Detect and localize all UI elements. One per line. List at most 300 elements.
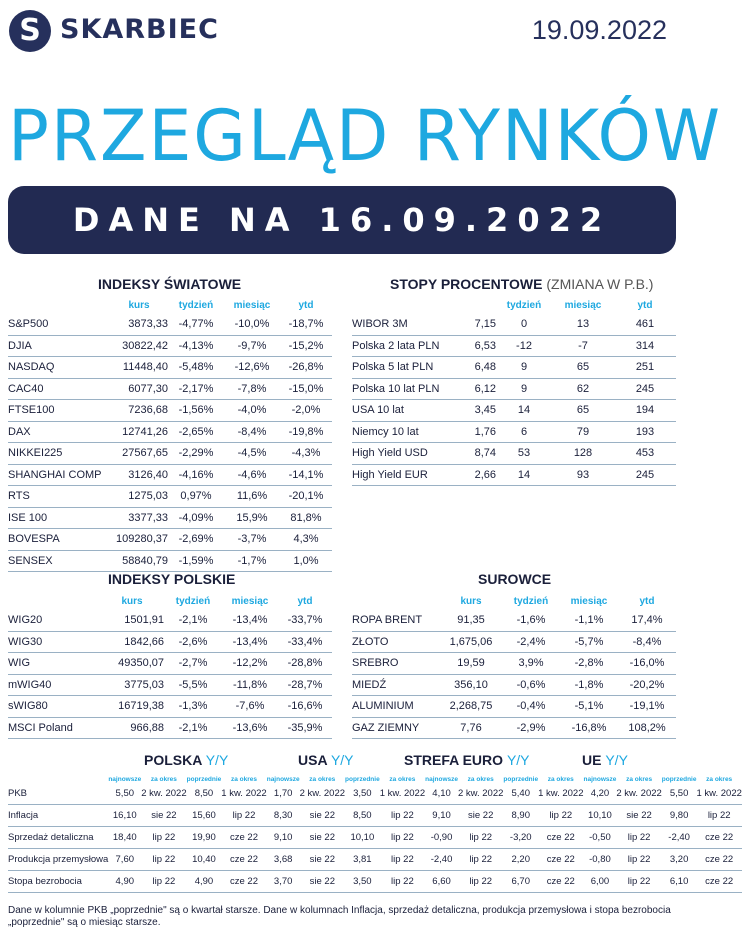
region-name: STREFA EURO <box>404 752 504 768</box>
macro-cell: -3,20 <box>503 827 538 849</box>
col-header-kurs: kurs <box>460 595 482 607</box>
table-row <box>8 674 332 696</box>
cell-ytd: 17,4% <box>618 610 676 631</box>
macro-cell: 9,80 <box>662 805 697 827</box>
cell-miesiac: 128 <box>552 443 614 465</box>
commodity-name: SREBRO <box>352 653 440 675</box>
macro-cell: 1 kw. 2022 <box>221 783 266 805</box>
index-name: NIKKEI225 <box>8 443 110 465</box>
macro-header-row <box>8 770 742 783</box>
macro-table <box>8 770 742 893</box>
macro-cell: lip 22 <box>380 827 425 849</box>
cell-kurs: 966,88 <box>100 717 164 739</box>
cell-ytd: -33,4% <box>278 631 332 653</box>
cell-tydzien: -4,77% <box>168 314 224 335</box>
rate-name: USA 10 lat <box>352 400 460 422</box>
cell-tydzien: -2,1% <box>164 610 222 631</box>
table-row <box>352 610 676 631</box>
macro-cell: 1 kw. 2022 <box>380 783 425 805</box>
macro-cell: 10,40 <box>187 849 222 871</box>
table-row <box>352 378 676 400</box>
cell-ytd: -33,7% <box>278 610 332 631</box>
interest-rates-subtitle: (ZMIANA W P.B.) <box>546 276 654 292</box>
macro-cell: 4,10 <box>425 783 458 805</box>
macro-cell: lip 22 <box>616 827 661 849</box>
cell-kurs: 3126,40 <box>110 464 168 486</box>
macro-cell: lip 22 <box>458 849 503 871</box>
cell-miesiac: 15,9% <box>224 507 280 529</box>
cell-tydzien: -2,7% <box>164 653 222 675</box>
cell-tydzien: 14 <box>496 400 552 422</box>
table-header-row <box>8 296 332 314</box>
cell-kurs: 12741,26 <box>110 421 168 443</box>
cell-ytd: -4,3% <box>280 443 332 465</box>
table-header-row <box>8 592 332 610</box>
macro-cell: 16,10 <box>108 805 141 827</box>
cell-tydzien: -1,6% <box>502 610 560 631</box>
cell-tydzien: 9 <box>496 378 552 400</box>
cell-tydzien: 6 <box>496 421 552 443</box>
region-name: POLSKA <box>144 752 202 768</box>
commodity-name: ROPA BRENT <box>352 610 440 631</box>
cell-ytd: 461 <box>614 314 676 335</box>
cell-kurs: 7,76 <box>440 717 502 739</box>
cell-kurs: 1842,66 <box>100 631 164 653</box>
world-indices-title: INDEKSY ŚWIATOWE <box>98 276 242 292</box>
index-name: ISE 100 <box>8 507 110 529</box>
cell-ytd: 194 <box>614 400 676 422</box>
cell-miesiac: -4,0% <box>224 400 280 422</box>
cell-miesiac: -11,8% <box>222 674 278 696</box>
macro-cell: lip 22 <box>696 805 741 827</box>
macro-cell: lip 22 <box>458 871 503 893</box>
cell-tydzien: -5,48% <box>168 357 224 379</box>
cell-kurs: 30822,42 <box>110 335 168 357</box>
macro-cell: 4,90 <box>187 871 222 893</box>
cell-ytd: 453 <box>614 443 676 465</box>
cell-miesiac: -7,8% <box>224 378 280 400</box>
table-row <box>352 653 676 675</box>
macro-cell: 4,90 <box>108 871 141 893</box>
rate-name: Niemcy 10 lat <box>352 421 460 443</box>
cell-tydzien: -12 <box>496 335 552 357</box>
index-name: S&P500 <box>8 314 110 335</box>
macro-cell: 2,20 <box>503 849 538 871</box>
macro-row <box>8 805 742 827</box>
col-header-miesiac: miesiąc <box>564 299 602 311</box>
region-title-strefa-euro <box>404 752 530 768</box>
cell-tydzien: 0,97% <box>168 486 224 508</box>
cell-miesiac: -1,7% <box>224 550 280 572</box>
macro-cell: -2,40 <box>662 827 697 849</box>
cell-kurs: 3377,33 <box>110 507 168 529</box>
macro-cell: 5,50 <box>108 783 141 805</box>
rate-name: High Yield EUR <box>352 464 460 486</box>
cell-tydzien: -1,56% <box>168 400 224 422</box>
cell-value: 6,12 <box>460 378 496 400</box>
table-row <box>8 400 332 422</box>
col-header-tydzien: tydzień <box>513 595 549 607</box>
table-row <box>8 464 332 486</box>
cell-miesiac: -12,2% <box>222 653 278 675</box>
region-title-ue <box>582 752 628 768</box>
table-row <box>8 610 332 631</box>
col-header-kurs: kurs <box>121 595 143 607</box>
cell-miesiac: -5,1% <box>560 696 618 718</box>
cell-kurs: 1275,03 <box>110 486 168 508</box>
macro-cell: cze 22 <box>696 849 741 871</box>
cell-tydzien: -2,6% <box>164 631 222 653</box>
cell-ytd: -28,8% <box>278 653 332 675</box>
macro-col-header: poprzednie <box>186 776 222 783</box>
macro-cell: 4,20 <box>584 783 617 805</box>
cell-kurs: 49350,07 <box>100 653 164 675</box>
cell-kurs: 356,10 <box>440 674 502 696</box>
macro-cell: 15,60 <box>187 805 222 827</box>
cell-ytd: 245 <box>614 378 676 400</box>
macro-cell: cze 22 <box>221 871 266 893</box>
macro-cell: 18,40 <box>108 827 141 849</box>
table-row <box>8 357 332 379</box>
cell-tydzien: -0,6% <box>502 674 560 696</box>
table-row <box>8 443 332 465</box>
table-header-row <box>352 592 676 610</box>
index-name: BOVESPA <box>8 529 110 551</box>
cell-miesiac: 65 <box>552 400 614 422</box>
cell-tydzien: -4,16% <box>168 464 224 486</box>
table-row <box>8 550 332 572</box>
cell-tydzien: -2,4% <box>502 631 560 653</box>
macro-cell: cze 22 <box>538 871 583 893</box>
region-name: UE <box>582 752 602 768</box>
index-name: WIG30 <box>8 631 100 653</box>
cell-tydzien: -2,9% <box>502 717 560 739</box>
region-title-usa <box>298 752 354 768</box>
interest-rates-title <box>390 276 653 292</box>
macro-cell: 8,50 <box>187 783 222 805</box>
table-row <box>8 421 332 443</box>
cell-ytd: 4,3% <box>280 529 332 551</box>
macro-row-label: Produkcja przemysłowa <box>8 849 108 871</box>
table-row <box>8 335 332 357</box>
cell-ytd: -8,4% <box>618 631 676 653</box>
table-row <box>8 314 332 335</box>
cell-kurs: 27567,65 <box>110 443 168 465</box>
cell-tydzien: -1,59% <box>168 550 224 572</box>
cell-tydzien: 53 <box>496 443 552 465</box>
index-name: mWIG40 <box>8 674 100 696</box>
macro-row-label: PKB <box>8 783 108 805</box>
cell-ytd: -26,8% <box>280 357 332 379</box>
interest-rates-table <box>352 296 676 486</box>
macro-cell: 3,20 <box>662 849 697 871</box>
macro-cell: 5,50 <box>662 783 697 805</box>
cell-value: 6,48 <box>460 357 496 379</box>
cell-value: 3,45 <box>460 400 496 422</box>
region-suffix: Y/Y <box>205 752 229 768</box>
macro-cell: 3,68 <box>267 849 300 871</box>
brand-name: SKARBIEC <box>60 14 219 45</box>
macro-cell: 3,50 <box>345 871 380 893</box>
col-header-tydzien: tydzień <box>506 299 542 311</box>
cell-tydzien: 3,9% <box>502 653 560 675</box>
table-row <box>8 631 332 653</box>
commodity-name: ZŁOTO <box>352 631 440 653</box>
macro-cell: cze 22 <box>696 827 741 849</box>
cell-tydzien: -4,09% <box>168 507 224 529</box>
macro-cell: 8,90 <box>503 805 538 827</box>
macro-col-header: za okres <box>547 776 574 783</box>
cell-tydzien: -2,1% <box>164 717 222 739</box>
cell-kurs: 1501,91 <box>100 610 164 631</box>
index-name: DAX <box>8 421 110 443</box>
macro-cell: 9,10 <box>425 805 458 827</box>
index-name: WIG20 <box>8 610 100 631</box>
macro-cell: 19,90 <box>187 827 222 849</box>
macro-cell: lip 22 <box>380 849 425 871</box>
macro-col-header: najnowsze <box>425 776 458 783</box>
index-name: MSCI Poland <box>8 717 100 739</box>
macro-cell: 8,50 <box>345 805 380 827</box>
macro-cell: -2,40 <box>425 849 458 871</box>
macro-cell: lip 22 <box>380 805 425 827</box>
cell-tydzien: -2,17% <box>168 378 224 400</box>
macro-cell: 6,70 <box>503 871 538 893</box>
col-header-miesiac: miesiąc <box>233 299 271 311</box>
cell-ytd: 251 <box>614 357 676 379</box>
cell-tydzien: -4,13% <box>168 335 224 357</box>
page-title: PRZEGLĄD RYNKÓW <box>8 95 722 177</box>
cell-miesiac: -10,0% <box>224 314 280 335</box>
macro-cell: sie 22 <box>141 805 186 827</box>
col-header-miesiac: miesiąc <box>231 595 269 607</box>
index-name: FTSE100 <box>8 400 110 422</box>
cell-miesiac: -8,4% <box>224 421 280 443</box>
table-header-row <box>352 296 676 314</box>
cell-ytd: -16,6% <box>278 696 332 718</box>
cell-ytd: 245 <box>614 464 676 486</box>
cell-ytd: -2,0% <box>280 400 332 422</box>
cell-ytd: -15,2% <box>280 335 332 357</box>
rate-name: WIBOR 3M <box>352 314 460 335</box>
cell-tydzien: -2,65% <box>168 421 224 443</box>
macro-col-header: za okres <box>706 776 733 783</box>
index-name: RTS <box>8 486 110 508</box>
cell-miesiac: -1,1% <box>560 610 618 631</box>
table-row <box>352 314 676 335</box>
macro-cell: 2 kw. 2022 <box>616 783 661 805</box>
macro-row-label: Stopa bezrobocia <box>8 871 108 893</box>
commodity-name: GAZ ZIEMNY <box>352 717 440 739</box>
macro-cell: sie 22 <box>616 805 661 827</box>
region-suffix: Y/Y <box>506 752 530 768</box>
cell-miesiac: 79 <box>552 421 614 443</box>
macro-cell: 10,10 <box>584 805 617 827</box>
cell-miesiac: 13 <box>552 314 614 335</box>
cell-value: 8,74 <box>460 443 496 465</box>
macro-cell: lip 22 <box>141 827 186 849</box>
index-name: NASDAQ <box>8 357 110 379</box>
macro-cell: 1 kw. 2022 <box>538 783 583 805</box>
macro-cell: 1,70 <box>267 783 300 805</box>
cell-value: 7,15 <box>460 314 496 335</box>
cell-kurs: 3873,33 <box>110 314 168 335</box>
data-date-banner: DANE NA 16.09.2022 <box>8 186 676 254</box>
rate-name: High Yield USD <box>352 443 460 465</box>
macro-cell: sie 22 <box>300 805 345 827</box>
cell-miesiac: -3,7% <box>224 529 280 551</box>
cell-ytd: 314 <box>614 335 676 357</box>
cell-ytd: -14,1% <box>280 464 332 486</box>
macro-cell: cze 22 <box>538 849 583 871</box>
cell-miesiac: -12,6% <box>224 357 280 379</box>
cell-ytd: -16,0% <box>618 653 676 675</box>
table-row <box>8 696 332 718</box>
cell-miesiac: -4,6% <box>224 464 280 486</box>
macro-cell: 8,30 <box>267 805 300 827</box>
macro-cell: cze 22 <box>221 827 266 849</box>
macro-cell: lip 22 <box>221 805 266 827</box>
macro-row-label: Inflacja <box>8 805 108 827</box>
table-row <box>352 674 676 696</box>
macro-col-header: najnowsze <box>583 776 617 783</box>
macro-cell: 2 kw. 2022 <box>458 783 503 805</box>
macro-col-header: za okres <box>389 776 416 783</box>
cell-ytd: 193 <box>614 421 676 443</box>
cell-tydzien: -0,4% <box>502 696 560 718</box>
macro-cell: lip 22 <box>538 805 583 827</box>
macro-cell: 2 kw. 2022 <box>141 783 186 805</box>
macro-cell: sie 22 <box>300 871 345 893</box>
table-row <box>352 717 676 739</box>
table-row <box>352 464 676 486</box>
cell-miesiac: 65 <box>552 357 614 379</box>
cell-kurs: 1,675,06 <box>440 631 502 653</box>
macro-cell: 5,40 <box>503 783 538 805</box>
macro-cell: cze 22 <box>696 871 741 893</box>
cell-ytd: -15,0% <box>280 378 332 400</box>
macro-col-header: poprzednie <box>661 776 697 783</box>
cell-ytd: -20,1% <box>280 486 332 508</box>
col-header-tydzien: tydzień <box>175 595 211 607</box>
macro-cell: 2 kw. 2022 <box>300 783 345 805</box>
macro-row <box>8 871 742 893</box>
table-row <box>352 631 676 653</box>
macro-cell: 1 kw. 2022 <box>696 783 741 805</box>
region-title-polska <box>144 752 228 768</box>
macro-cell: 7,60 <box>108 849 141 871</box>
cell-ytd: 108,2% <box>618 717 676 739</box>
col-header-ytd: ytd <box>639 595 655 607</box>
cell-ytd: -20,2% <box>618 674 676 696</box>
cell-miesiac: -13,4% <box>222 610 278 631</box>
macro-cell: 9,10 <box>267 827 300 849</box>
macro-cell: 3,50 <box>345 783 380 805</box>
region-suffix: Y/Y <box>605 752 628 768</box>
macro-col-header: za okres <box>467 776 494 783</box>
footnote: Dane w kolumnie PKB „poprzednie" są o kwartał starsze. Dane w kolumnach Inflacja, sprzedaż detaliczna, produkcja przemysłowa i stopa bezrobocia „poprzednie" są o miesiąc starsze. <box>8 905 671 928</box>
cell-kurs: 91,35 <box>440 610 502 631</box>
cell-miesiac: 11,6% <box>224 486 280 508</box>
macro-col-header: za okres <box>626 776 653 783</box>
macro-row <box>8 783 742 805</box>
macro-cell: lip 22 <box>616 871 661 893</box>
cell-value: 6,53 <box>460 335 496 357</box>
macro-col-header: najnowsze <box>266 776 300 783</box>
rate-name: Polska 5 lat PLN <box>352 357 460 379</box>
cell-miesiac: -13,6% <box>222 717 278 739</box>
macro-col-header: za okres <box>150 776 177 783</box>
macro-col-header: poprzednie <box>345 776 380 783</box>
cell-miesiac: 93 <box>552 464 614 486</box>
commodity-name: MIEDŹ <box>352 674 440 696</box>
macro-cell: lip 22 <box>458 827 503 849</box>
col-header-ytd: ytd <box>297 595 313 607</box>
cell-tydzien: 9 <box>496 357 552 379</box>
table-row <box>8 507 332 529</box>
cell-ytd: -28,7% <box>278 674 332 696</box>
cell-tydzien: 0 <box>496 314 552 335</box>
macro-cell: lip 22 <box>141 849 186 871</box>
cell-miesiac: -9,7% <box>224 335 280 357</box>
cell-ytd: -19,8% <box>280 421 332 443</box>
interest-rates-title-main: STOPY PROCENTOWE <box>390 276 543 292</box>
region-name: USA <box>298 752 328 768</box>
macro-col-header: za okres <box>230 776 258 783</box>
macro-cell: 3,70 <box>267 871 300 893</box>
cell-ytd: 81,8% <box>280 507 332 529</box>
cell-miesiac: -2,8% <box>560 653 618 675</box>
macro-cell: cze 22 <box>538 827 583 849</box>
polish-indices-title: INDEKSY POLSKIE <box>108 571 236 587</box>
col-header-miesiac: miesiąc <box>570 595 608 607</box>
macro-cell: 6,00 <box>584 871 617 893</box>
col-header-tydzien: tydzień <box>178 299 214 311</box>
cell-kurs: 2,268,75 <box>440 696 502 718</box>
index-name: sWIG80 <box>8 696 100 718</box>
macro-cell: -0,80 <box>584 849 617 871</box>
macro-cell: 10,10 <box>345 827 380 849</box>
cell-kurs: 109280,37 <box>110 529 168 551</box>
macro-row-label: Sprzedaż detaliczna <box>8 827 108 849</box>
index-name: CAC40 <box>8 378 110 400</box>
table-row <box>352 443 676 465</box>
index-name: DJIA <box>8 335 110 357</box>
cell-kurs: 3775,03 <box>100 674 164 696</box>
col-header-ytd: ytd <box>637 299 653 311</box>
table-row <box>8 653 332 675</box>
logo-badge: S <box>9 10 51 52</box>
cell-kurs: 6077,30 <box>110 378 168 400</box>
cell-miesiac: 62 <box>552 378 614 400</box>
cell-kurs: 19,59 <box>440 653 502 675</box>
table-row <box>8 717 332 739</box>
col-header-kurs: kurs <box>128 299 150 311</box>
table-row <box>352 357 676 379</box>
cell-ytd: -19,1% <box>618 696 676 718</box>
macro-cell: -0,90 <box>425 827 458 849</box>
table-row <box>352 696 676 718</box>
cell-tydzien: -5,5% <box>164 674 222 696</box>
rate-name: Polska 2 lata PLN <box>352 335 460 357</box>
macro-col-header: za okres <box>309 776 336 783</box>
cell-value: 1,76 <box>460 421 496 443</box>
macro-cell: lip 22 <box>141 871 186 893</box>
macro-row <box>8 827 742 849</box>
cell-miesiac: -16,8% <box>560 717 618 739</box>
macro-col-header: najnowsze <box>108 776 142 783</box>
cell-tydzien: -2,69% <box>168 529 224 551</box>
